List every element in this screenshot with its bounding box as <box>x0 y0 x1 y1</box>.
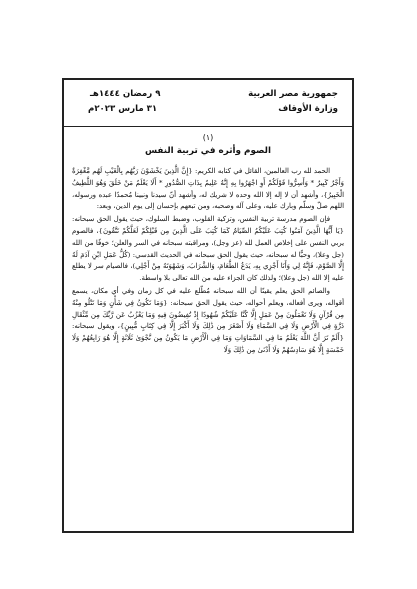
hijri-date: ٩ رمضان ١٤٤٤هـ <box>90 89 161 99</box>
paragraph: الحمد لله رب العالمين، القائل في كتابه الكريم: {إِنَّ الَّذِينَ يَخْشَوْنَ رَبَّهُم بِالْغَيْبِ لَهُم مَّغْفِرَةٌ وَأَجْرٌ كَبِيرٌ * وَأَسِرُّوا قَوْلَكُمْ أَوِ اجْهَرُوا بِهِ إِنَّهُ عَلِيمٌ بِذَاتِ الصُّدُورِ * أَلَا يَعْلَمُ مَنْ خَلَقَ وَهُوَ اللَّطِيفُ الْخَبِيرُ}، وأشهد أن لا إله إلا الله وحده لا شريك له، وأشهد أنّ سيدنا ونبينا مُحمدًا عبده ورسوله، اللهم صلّ وسلّم وبارك عليه، وعلى آله وصحبه، ومن تبعهم بإحسان إلى يوم الدين، وبعد: <box>72 167 344 211</box>
ministry-name: وزارة الأوقاف <box>278 104 338 114</box>
document-header <box>64 80 352 127</box>
paragraph: والصائم الحق يعلم يقينًا أن الله سبحانه مُطّلع عليه في كل زمان وفي أي مكان، يسمع أقواله، ويرى أفعاله، ويعلم أحواله، حيث يقول الحق سبحانه: {وَمَا تَكُونُ فِي شَأْنٍ وَمَا تَتْلُو مِنْهُ مِن قُرْآنٍ وَلَا تَعْمَلُونَ مِنْ عَمَلٍ إِلَّا كُنَّا عَلَيْكُمْ شُهُودًا إِذْ تُفِيضُونَ فِيهِ وَمَا يَعْزُبُ عَن رَّبِّكَ مِن مِّثْقَالِ ذَرَّةٍ فِي الْأَرْضِ وَلَا فِي السَّمَاءِ وَلَا أَصْغَرَ مِن ذَٰلِكَ وَلَا أَكْبَرَ إِلَّا فِي كِتَابٍ مُّبِينٍ}، ويقول سبحانه: {أَلَمْ تَرَ أَنَّ اللَّهَ يَعْلَمُ مَا فِي السَّمَاوَاتِ وَمَا فِي الْأَرْضِ مَا يَكُونُ مِن نَّجْوَىٰ ثَلَاثَةٍ إِلَّا هُوَ رَابِعُهُمْ وَلَا خَمْسَةٍ إِلَّا هُوَ سَادِسُهُمْ وَلَا أَدْنَىٰ مِن ذَٰلِكَ وَلَا <box>72 286 344 354</box>
sermon-title: الصوم وأثره في تربية النفس <box>145 146 271 156</box>
paragraph: فإن الصوم مدرسة تربية النفس، وتزكية القلوب، وضبط السلوك، حيث يقول الحق سبحانه: {يَا أَيُّهَا الَّذِينَ آمَنُوا كُتِبَ عَلَيْكُمُ الصِّيَامُ كَمَا كُتِبَ عَلَى الَّذِينَ مِن قَبْلِكُمْ لَعَلَّكُمْ تَتَّقُونَ}، فالصوم يربي النفس على إخلاص العمل لله (عز وجل)، ومراقبته سبحانه في السر والعلن؛ خوفًا من الله (جل وعلا)، وحبًّا له سبحانه، حيث يقول الحق سبحانه في الحديث القدسي: (كُلُّ عَمَلِ ابْنِ آدَمَ لَهُ إِلَّا الصَّوْمَ، فَإِنَّهُ لِي وَأَنَا أَجْزِي بِهِ، يَدَعُ الطَّعَامَ، وَالشَّرَابَ، وَشَهْوَتَهُ مِنْ أَجْلِي)، فالصيام سر لا يطلع عليه إلا الله (جل وعلا)؛ ولذلك كان الجزاء عليه من الله تعالى بلا واسطة. <box>72 215 344 283</box>
sermon-number: (١) <box>202 133 214 142</box>
gregorian-date: ٣١ مارس ٢٠٢٣م <box>88 104 158 114</box>
sermon-body <box>64 157 352 357</box>
document-frame <box>62 78 354 533</box>
country-name: جمهورية مصر العربية <box>248 89 338 99</box>
